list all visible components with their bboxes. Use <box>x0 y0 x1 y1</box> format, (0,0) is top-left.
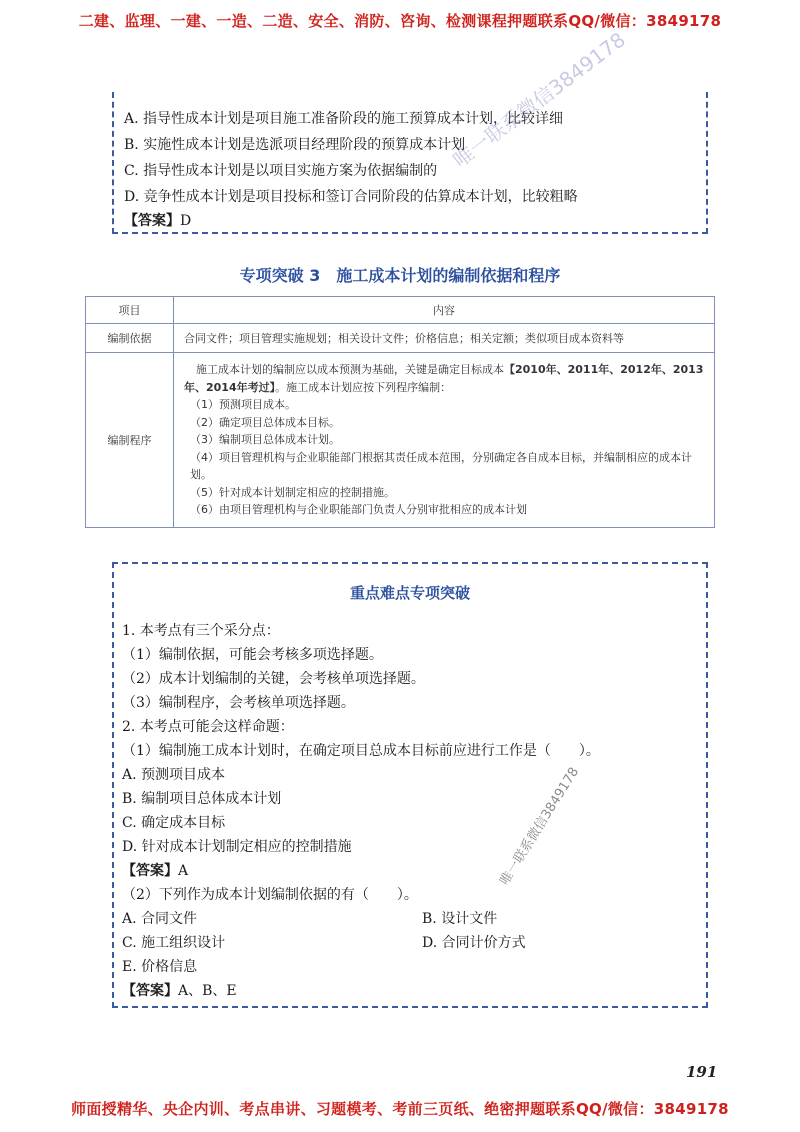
option-c: C. 指导性成本计划是以项目实施方案为依据编制的 <box>124 163 438 179</box>
procedure-intro <box>184 361 704 396</box>
bottom-ad-banner: 师面授精华、央企内训、考点串讲、习题模考、考前三页纸、绝密押题联系QQ/微信：3849178 <box>71 1100 729 1118</box>
procedure-step: （5）针对成本计划制定相应的控制措施。 <box>190 485 395 499</box>
q2-option-a: A. 合同文件 <box>122 911 198 927</box>
q1-answer <box>122 860 188 880</box>
answer-value: A、B、E <box>178 983 237 999</box>
answer-label: 【答案】 <box>122 863 178 879</box>
q1-option-d: D. 针对成本计划制定相应的控制措施 <box>122 839 352 855</box>
answer-value: D <box>180 213 192 229</box>
procedure-step: （3）编制项目总体成本计划。 <box>190 433 340 447</box>
q2-option-c: C. 施工组织设计 <box>122 935 226 951</box>
option-d: D. 竞争性成本计划是项目投标和签订合同阶段的估算成本计划，比较粗略 <box>124 189 578 205</box>
answer-line <box>124 210 191 230</box>
point-2-heading: 2. 本考点可能会这样命题： <box>122 719 294 735</box>
key-points-title: 重点难点专项突破 <box>349 584 470 602</box>
row-content <box>174 353 715 528</box>
header-item: 项目 <box>86 297 174 324</box>
point-1-heading: 1. 本考点有三个采分点： <box>122 623 280 639</box>
q2-option-e: E. 价格信息 <box>122 959 198 975</box>
intro-tail: 。施工成本计划应按下列程序编制： <box>275 380 452 394</box>
watermark: 唯一联系微信3849178 <box>448 27 630 173</box>
watermark: 唯一联系微信3849178 <box>497 764 583 889</box>
table-row <box>86 353 715 528</box>
table-row <box>86 324 715 353</box>
q1-option-b: B. 编制项目总体成本计划 <box>122 791 282 807</box>
point-1-item: （2）成本计划编制的关键，会考核单项选择题。 <box>122 671 425 687</box>
table-header-row <box>86 297 715 324</box>
q1-option-c: C. 确定成本目标 <box>122 815 226 831</box>
answer-value: A <box>178 863 189 879</box>
procedure-step: （6）由项目管理机构与企业职能部门负责人分别审批相应的成本计划 <box>190 503 527 517</box>
key-points-box <box>112 562 708 1008</box>
row-content: 合同文件；项目管理实施规划；相关设计文件；价格信息；相关定额；类似项目成本资料等 <box>174 324 715 353</box>
q2-answer <box>122 980 237 1000</box>
page-number: 191 <box>686 1063 718 1081</box>
question-2-stem: （2）下列作为成本计划编制依据的有（ ）。 <box>122 887 418 903</box>
question-1-stem: （1）编制施工成本计划时，在确定项目总成本目标前应进行工作是（ ）。 <box>122 743 600 759</box>
exam-years: 【2010年、2011年、2012年、2013年、2014年考过】 <box>184 363 704 394</box>
question-box <box>112 92 708 234</box>
answer-label: 【答案】 <box>124 213 180 229</box>
section-title: 专项突破 3 施工成本计划的编制依据和程序 <box>239 266 561 285</box>
procedure-step: （4）项目管理机构与企业职能部门根据其责任成本范围，分别确定各自成本目标，并编制相应的成本计划。 <box>190 450 692 482</box>
intro-text: 施工成本计划的编制应以成本预测为基础，关键是确定目标成本 <box>196 363 504 377</box>
header-content: 内容 <box>174 297 715 324</box>
info-table <box>85 296 715 528</box>
procedure-step: （2）确定项目总体成本目标。 <box>190 415 340 429</box>
procedure-step: （1）预测项目成本。 <box>190 398 296 412</box>
q1-option-a: A. 预测项目成本 <box>122 767 226 783</box>
top-ad-banner: 二建、监理、一建、一造、二造、安全、消防、咨询、检测课程押题联系QQ/微信：3849178 <box>78 12 722 30</box>
row-label: 编制程序 <box>86 353 174 528</box>
q2-option-d: D. 合同计价方式 <box>422 935 526 951</box>
point-1-item: （3）编制程序，会考核单项选择题。 <box>122 695 355 711</box>
point-1-item: （1）编制依据，可能会考核多项选择题。 <box>122 647 383 663</box>
q2-option-b: B. 设计文件 <box>422 911 498 927</box>
row-label: 编制依据 <box>86 324 174 353</box>
answer-label: 【答案】 <box>122 983 178 999</box>
option-b: B. 实施性成本计划是选派项目经理阶段的预算成本计划 <box>124 137 466 153</box>
option-a: A. 指导性成本计划是项目施工准备阶段的施工预算成本计划，比较详细 <box>124 111 564 127</box>
